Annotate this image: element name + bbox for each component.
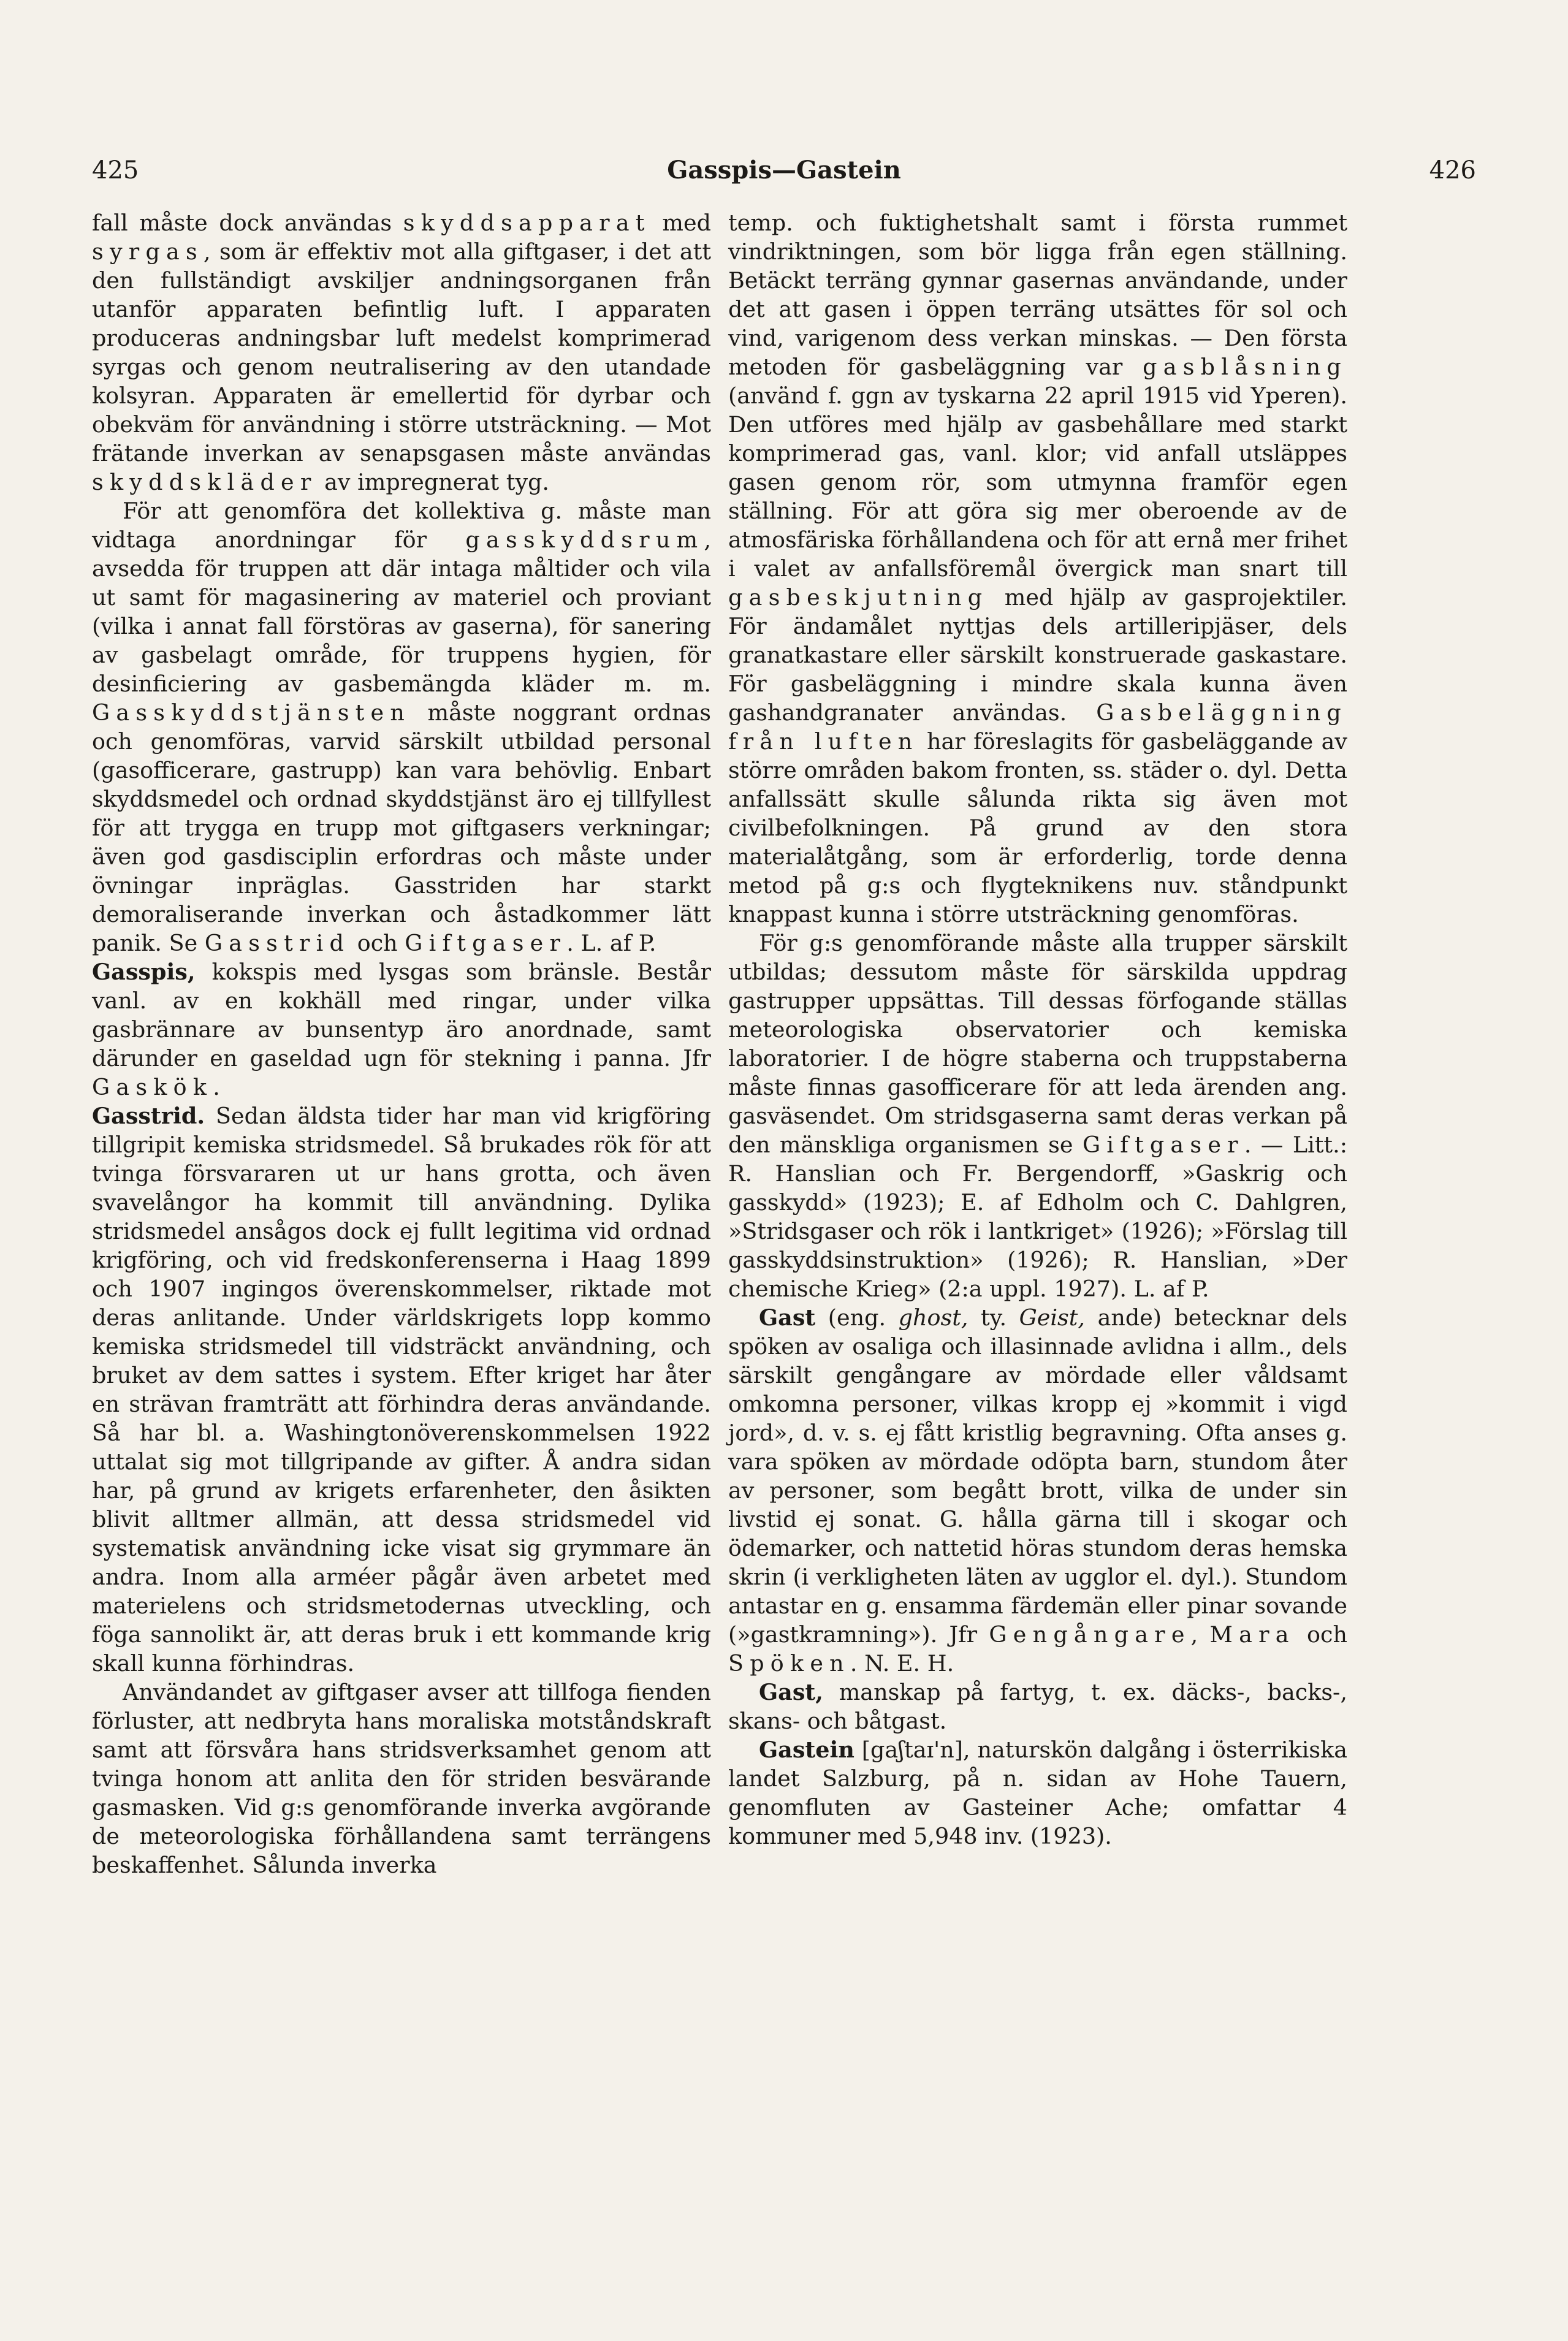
page-number-right: 426 <box>1429 156 1476 185</box>
entry-term-gast: Gast <box>759 1304 816 1331</box>
right-column <box>728 208 1347 1851</box>
running-title: Gasspis—Gastein <box>667 156 901 185</box>
entry-gasstrid: Gasstrid. Sedan äldsta tider har man vid krigföring tillgripit kemiska stridsmedel. Så brukades rök för att tvinga försvararen ut ur hans grotta, och även svavelångor ha kommit till användning. Dylika stridsmedel ansågos dock ej fullt legitima vid ordnad krigföring, och vid fredskonferenserna i Haag 1899 och 1907 ingingos överenskommelser, riktade mot deras anlitande. Under världskrigets lopp kommo kemiska stridsmedel till vidsträckt användning, och bruket av dem sattes i system. Efter kriget har åter en strävan framträtt att förhindra deras användande. Så har bl. a. Washingtonöverenskommelsen 1922 uttalat sig mot tillgripande av gifter. Å andra sidan har, på grund av krigets erfarenheter, den åsikten blivit alltmer allmän, att dessa stridsmedel vid systematisk användning icke visat sig grymmare än andra. Inom alla arméer pågår även arbetet med materielens och stridsmetodernas utveckling, och föga sannolikt är, att deras bruk i ett kommande krig skall kunna förhindras. <box>92 1103 711 1677</box>
entry-term-gastein: Gastein <box>759 1737 854 1763</box>
entry-term-gasspis: Gasspis, <box>92 959 196 985</box>
page-header <box>92 152 1476 189</box>
paragraph-giftgaser-usage: Användandet av giftgaser avser att tillfoga fienden förluster, att nedbryta hans moraliska motståndskraft samt att försvåra hans stridsverksamhet genom att tvinga honom att anlita den för striden besvärande gasmasken. Vid g:s genomförande inverka avgörande de meteorologiska förhållandena samt terrängens beskaffenhet. Sålunda inverka <box>92 1679 711 1878</box>
entry-term-gasstrid: Gasstrid. <box>92 1103 205 1129</box>
paragraph-gasblasning: temp. och fuktighetshalt samt i första rummet vindriktningen, som bör ligga från egen ställning. Betäckt terräng gynnar gasernas användande, under det att gasen i öppen terräng utsättes för sol och vind, varigenom dess verkan minskas. — Den första metoden för gasbeläggning var gasblåsning (använd f. ggn av tyskarna 22 april 1915 vid Yperen). Den utföres med hjälp av gasbehållare med starkt komprimerad gas, vanl. klor; vid anfall utsläppes gasen genom rör, som utmynna framför egen ställning. För att göra sig mer oberoende av de atmosfäriska förhållandena och för att ernå mer frihet i valet av anfallsföremål övergick man snart till gasbeskjutning med hjälp av gasprojektiler. För ändamålet nyttjas dels artilleripjäser, dels granatkastare eller särskilt konstruerade gaskastare. För gasbeläggning i mindre skala kunna även gashandgranater användas. Gasbeläggning från luften har föreslagits för gasbeläggande av större områden bakom fronten, ss. städer o. dyl. Detta anfallssätt skulle sålunda rikta sig även mot civilbefolkningen. På grund av den stora materialåtgång, som är erforderlig, torde denna metod på g:s och flygteknikens nuv. ståndpunkt knappast kunna i större utsträckning genomföras. <box>728 210 1347 927</box>
paragraph-trupper-litteratur: För g:s genomförande måste alla trupper särskilt utbildas; dessutom måste för särskilda uppdrag gastrupper uppsättas. Till dessas förfogande ställas meteorologiska observatorier och kemiska laboratorier. I de högre staberna och truppstaberna måste finnas gasofficerare för att leda ärenden ang. gasväsendet. Om stridsgaserna samt deras verkan på den mänskliga organismen se Giftgaser. — Litt.: R. Hanslian och Fr. Bergendorff, »Gaskrig och gasskydd» (1923); E. af Edholm och C. Dahlgren, »Stridsgaser och rök i lantkriget» (1926); »Förslag till gasskyddsinstruktion» (1926); R. Hanslian, »Der chemische Krieg» (2:a uppl. 1927). L. af P. <box>728 930 1347 1302</box>
entry-gastein: Gastein [gaʃtaɪ'n], naturskön dalgång i österrikiska landet Salzburg, på n. sidan av Hohe Tauern, genomfluten av Gasteiner Ache; omfattar 4 kommuner med 5,948 inv. (1923). <box>728 1737 1347 1849</box>
entry-gast-sailor: Gast, manskap på fartyg, t. ex. däcks-, backs-, skans- och båtgast. <box>728 1679 1347 1734</box>
page-number-left: 425 <box>92 156 139 185</box>
entry-gast-ghost: Gast (eng. ghost, ty. Geist, ande) betecknar dels spöken av osaliga och illasinnade avlidna i allm., dels särskilt gengångare av mördade eller våldsamt omkomna personer, vilkas kropp ej »kommit i vigd jord», d. v. s. ej fått kristlig begravning. Ofta anses g. vara spöken av mördade odöpta barn, stundom åter av personer, som begått brott, vilka de under sin livstid ej sonat. G. hålla gärna till i skogar och ödemarker, och nattetid höras stundom deras hemska skrin (i verkligheten läten av ugglor el. dyl.). Stundom antastar en g. ensamma färdemän eller pinar sovande (»gastkramning»). Jfr Gengångare, Mara och Spöken. N. E. H. <box>728 1304 1347 1677</box>
entry-term-gast-sailor: Gast, <box>759 1679 823 1705</box>
paragraph-skyddsapparat: fall måste dock användas skyddsapparat med syrgas, som är effektiv mot alla giftgaser, i det att den fullständigt avskiljer andningsorganen från utanför apparaten befintlig luft. I apparaten produceras andningsbar luft medelst komprimerad syrgas och genom neutralisering av den utandade kolsyran. Apparaten är emellertid för dyrbar och obekväm för användning i större utsträckning. — Mot frätande inverkan av senapsgasen måste användas skyddskläder av impregnerat tyg. <box>92 210 711 495</box>
paragraph-gasskyddsrum: För att genomföra det kollektiva g. måste man vidtaga anordningar för gasskyddsrum, avsedda för truppen att där intaga måltider och vila ut samt för magasinering av materiel och proviant (vilka i annat fall förstöras av gaserna), för sanering av gasbelagt område, för truppens hygien, för desinficiering av gasbemängda kläder m. m. Gasskyddstjänsten måste noggrant ordnas och genomföras, varvid särskilt utbildad personal (gasofficerare, gastrupp) kan vara behövlig. Enbart skyddsmedel och ordnad skyddstjänst äro ej tillfyllest för att trygga en trupp mot giftgasers verkningar; även god gasdisciplin erfordras och måste under övningar inpräglas. Gasstriden har starkt demoraliserande inverkan och åstadkommer lätt panik. Se Gasstrid och Giftgaser. L. af P. <box>92 498 711 956</box>
left-column <box>92 208 711 1879</box>
entry-gasspis: Gasspis, kokspis med lysgas som bränsle. Består vanl. av en kokhäll med ringar, under vilka gasbrännare av bunsentyp äro anordnade, samt därunder en gaseldad ugn för stekning i panna. Jfr Gaskök. <box>92 959 711 1100</box>
